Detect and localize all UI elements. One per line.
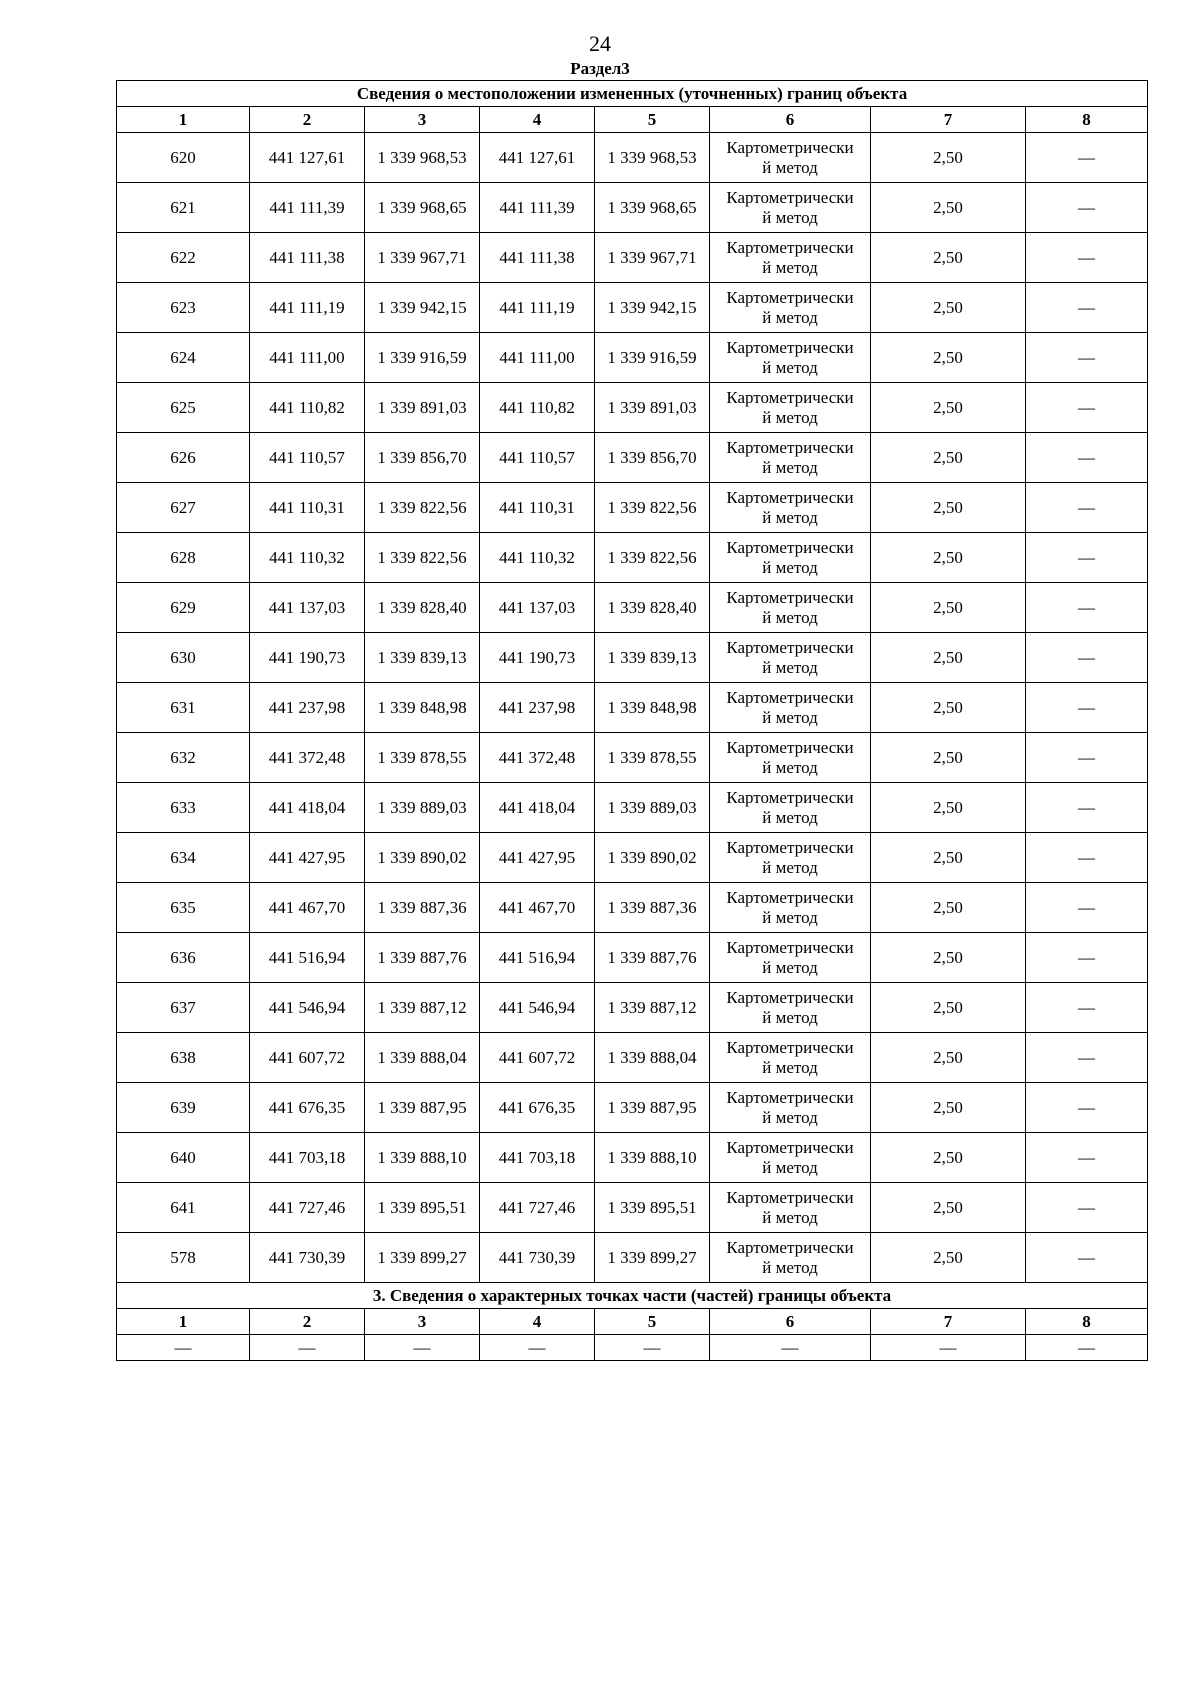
table-cell-col5: —	[595, 1335, 710, 1361]
table-cell-col3: 1 339 878,55	[365, 733, 480, 783]
table-cell-col8: —	[1026, 683, 1148, 733]
table-row	[117, 1183, 1148, 1233]
table2-title: 3. Сведения о характерных точках части (частей) границы объекта	[117, 1283, 1148, 1309]
table-cell-col6: Картометрически й метод	[710, 333, 871, 383]
table-cell-col1: 633	[117, 783, 250, 833]
table-row	[117, 233, 1148, 283]
table-cell-col5: 1 339 889,03	[595, 783, 710, 833]
table-cell-col2: 441 110,82	[250, 383, 365, 433]
table-cell-col4: 441 372,48	[480, 733, 595, 783]
table-cell-col3: 1 339 828,40	[365, 583, 480, 633]
table-cell-col5: 1 339 839,13	[595, 633, 710, 683]
table-cell-col7: 2,50	[871, 1033, 1026, 1083]
table-cell-col4: 441 190,73	[480, 633, 595, 683]
table-cell-col5: 1 339 967,71	[595, 233, 710, 283]
table-cell-col5: 1 339 891,03	[595, 383, 710, 433]
table-cell-col7: 2,50	[871, 983, 1026, 1033]
table-cell-col1: 639	[117, 1083, 250, 1133]
table2-column-number: 4	[480, 1309, 595, 1335]
table-cell-col8: —	[1026, 783, 1148, 833]
table-cell-col8: —	[1026, 283, 1148, 333]
table-cell-col7: 2,50	[871, 283, 1026, 333]
table-row	[117, 583, 1148, 633]
table-cell-col2: 441 546,94	[250, 983, 365, 1033]
table2-column-number: 2	[250, 1309, 365, 1335]
table-cell-col1: 641	[117, 1183, 250, 1233]
table-cell-col7: 2,50	[871, 183, 1026, 233]
table-cell-col5: 1 339 887,12	[595, 983, 710, 1033]
table-cell-col5: 1 339 856,70	[595, 433, 710, 483]
table-cell-col2: 441 111,00	[250, 333, 365, 383]
table-row	[117, 1133, 1148, 1183]
table1-column-number: 7	[871, 107, 1026, 133]
table-body	[117, 81, 1148, 1361]
table-cell-col4: 441 110,31	[480, 483, 595, 533]
table-row	[117, 933, 1148, 983]
table-cell-col4: 441 111,38	[480, 233, 595, 283]
table-cell-col4: 441 676,35	[480, 1083, 595, 1133]
boundary-table	[116, 80, 1148, 1361]
table-cell-col8: —	[1026, 1083, 1148, 1133]
table-cell-col8: —	[1026, 1233, 1148, 1283]
table1-column-number: 3	[365, 107, 480, 133]
table-cell-col3: 1 339 887,76	[365, 933, 480, 983]
table-cell-col4: 441 111,39	[480, 183, 595, 233]
table-cell-col7: 2,50	[871, 483, 1026, 533]
table-cell-col7: 2,50	[871, 1233, 1026, 1283]
table-cell-col8: —	[1026, 833, 1148, 883]
page-number: 24	[589, 31, 611, 56]
table-cell-col3: 1 339 888,10	[365, 1133, 480, 1183]
table-cell-col5: 1 339 888,04	[595, 1033, 710, 1083]
table-cell-col2: 441 111,38	[250, 233, 365, 283]
table-cell-col3: 1 339 887,36	[365, 883, 480, 933]
table-cell-col4: 441 127,61	[480, 133, 595, 183]
table-row	[117, 783, 1148, 833]
table-cell-col4: 441 467,70	[480, 883, 595, 933]
table-cell-col3: 1 339 968,53	[365, 133, 480, 183]
table1-column-number: 1	[117, 107, 250, 133]
table-cell-col6: Картометрически й метод	[710, 1183, 871, 1233]
table-cell-col7: 2,50	[871, 683, 1026, 733]
table-cell-col3: 1 339 967,71	[365, 233, 480, 283]
table-cell-col6: Картометрически й метод	[710, 583, 871, 633]
table-cell-col6: Картометрически й метод	[710, 133, 871, 183]
table-row	[117, 183, 1148, 233]
table-cell-col1: 620	[117, 133, 250, 183]
table-cell-col4: 441 111,00	[480, 333, 595, 383]
table-cell-col1: 630	[117, 633, 250, 683]
table-cell-col8: —	[1026, 883, 1148, 933]
table-row	[117, 383, 1148, 433]
table-cell-col2: 441 127,61	[250, 133, 365, 183]
table-cell-col1: 621	[117, 183, 250, 233]
table-cell-col8: —	[1026, 983, 1148, 1033]
table-cell-col7: 2,50	[871, 233, 1026, 283]
table-cell-col7: —	[871, 1335, 1026, 1361]
table-cell-col3: 1 339 822,56	[365, 483, 480, 533]
table-cell-col2: 441 607,72	[250, 1033, 365, 1083]
table-cell-col5: 1 339 887,36	[595, 883, 710, 933]
table-cell-col8: —	[1026, 233, 1148, 283]
table-cell-col6: Картометрически й метод	[710, 933, 871, 983]
table-cell-col2: 441 110,57	[250, 433, 365, 483]
table1-title: Сведения о местоположении измененных (уточненных) границ объекта	[117, 81, 1148, 107]
table-row	[117, 633, 1148, 683]
table-row	[117, 283, 1148, 333]
table-cell-col1: 628	[117, 533, 250, 583]
table-cell-col3: 1 339 942,15	[365, 283, 480, 333]
table-cell-col5: 1 339 942,15	[595, 283, 710, 333]
table-cell-col8: —	[1026, 183, 1148, 233]
table-cell-col5: 1 339 895,51	[595, 1183, 710, 1233]
table-cell-col2: —	[250, 1335, 365, 1361]
table-cell-col2: 441 727,46	[250, 1183, 365, 1233]
table-cell-col8: —	[1026, 433, 1148, 483]
table-cell-col7: 2,50	[871, 533, 1026, 583]
table1-column-numbers	[117, 107, 1148, 133]
table-row	[117, 683, 1148, 733]
table-cell-col6: Картометрически й метод	[710, 683, 871, 733]
table-cell-col3: 1 339 899,27	[365, 1233, 480, 1283]
table-row	[117, 883, 1148, 933]
table-cell-col7: 2,50	[871, 383, 1026, 433]
table-row	[117, 983, 1148, 1033]
table-cell-col2: 441 372,48	[250, 733, 365, 783]
table1-column-number: 8	[1026, 107, 1148, 133]
table-cell-col7: 2,50	[871, 1183, 1026, 1233]
table-cell-col5: 1 339 848,98	[595, 683, 710, 733]
table-row	[117, 1233, 1148, 1283]
table-cell-col7: 2,50	[871, 933, 1026, 983]
table2-column-number: 5	[595, 1309, 710, 1335]
table-cell-col7: 2,50	[871, 333, 1026, 383]
table-cell-col8: —	[1026, 483, 1148, 533]
table-cell-col7: 2,50	[871, 1083, 1026, 1133]
table-cell-col6: Картометрически й метод	[710, 1133, 871, 1183]
table2-column-numbers	[117, 1309, 1148, 1335]
table-cell-col1: 624	[117, 333, 250, 383]
table1-title-row	[117, 81, 1148, 107]
table-cell-col1: 640	[117, 1133, 250, 1183]
table-cell-col7: 2,50	[871, 883, 1026, 933]
table-cell-col1: 635	[117, 883, 250, 933]
table-row	[117, 1083, 1148, 1133]
table-cell-col3: 1 339 887,95	[365, 1083, 480, 1133]
table-cell-col8: —	[1026, 1133, 1148, 1183]
table-cell-col4: 441 137,03	[480, 583, 595, 633]
table-cell-col5: 1 339 890,02	[595, 833, 710, 883]
table-cell-col6: Картометрически й метод	[710, 283, 871, 333]
table-cell-col1: 634	[117, 833, 250, 883]
table-cell-col8: —	[1026, 933, 1148, 983]
table-cell-col4: 441 418,04	[480, 783, 595, 833]
table-cell-col3: 1 339 890,02	[365, 833, 480, 883]
table-row	[117, 433, 1148, 483]
table2-column-number: 7	[871, 1309, 1026, 1335]
section-label: Раздел3	[570, 59, 630, 78]
table-cell-col5: 1 339 878,55	[595, 733, 710, 783]
table-cell-col5: 1 339 888,10	[595, 1133, 710, 1183]
table-cell-col8: —	[1026, 1183, 1148, 1233]
table1-column-number: 6	[710, 107, 871, 133]
table-cell-col4: —	[480, 1335, 595, 1361]
table-cell-col4: 441 110,57	[480, 433, 595, 483]
table-cell-col4: 441 607,72	[480, 1033, 595, 1083]
table-cell-col3: 1 339 895,51	[365, 1183, 480, 1233]
table-cell-col6: Картометрически й метод	[710, 1033, 871, 1083]
table-cell-col6: Картометрически й метод	[710, 483, 871, 533]
table1-column-number: 5	[595, 107, 710, 133]
table-cell-col4: 441 727,46	[480, 1183, 595, 1233]
table-cell-col5: 1 339 828,40	[595, 583, 710, 633]
table2-column-number: 8	[1026, 1309, 1148, 1335]
table-cell-col6: Картометрически й метод	[710, 183, 871, 233]
table-row	[117, 333, 1148, 383]
table-cell-col6: Картометрически й метод	[710, 883, 871, 933]
table-cell-col7: 2,50	[871, 583, 1026, 633]
table-cell-col3: 1 339 889,03	[365, 783, 480, 833]
table-cell-col2: 441 190,73	[250, 633, 365, 683]
table-cell-col2: 441 111,39	[250, 183, 365, 233]
table-cell-col5: 1 339 968,65	[595, 183, 710, 233]
table-cell-col8: —	[1026, 383, 1148, 433]
table-cell-col1: 631	[117, 683, 250, 733]
table-cell-col8: —	[1026, 633, 1148, 683]
table-cell-col3: 1 339 891,03	[365, 383, 480, 433]
table-cell-col2: 441 467,70	[250, 883, 365, 933]
table-cell-col1: 638	[117, 1033, 250, 1083]
table-cell-col4: 441 730,39	[480, 1233, 595, 1283]
table-row	[117, 833, 1148, 883]
table-cell-col4: 441 237,98	[480, 683, 595, 733]
table-row	[117, 1335, 1148, 1361]
table-cell-col3: 1 339 968,65	[365, 183, 480, 233]
table-cell-col3: 1 339 839,13	[365, 633, 480, 683]
table-cell-col6: —	[710, 1335, 871, 1361]
table-cell-col1: 627	[117, 483, 250, 533]
table-cell-col2: 441 427,95	[250, 833, 365, 883]
table-cell-col5: 1 339 916,59	[595, 333, 710, 383]
table-cell-col4: 441 110,82	[480, 383, 595, 433]
table-cell-col8: —	[1026, 1335, 1148, 1361]
table-cell-col1: 623	[117, 283, 250, 333]
table-cell-col6: Картометрически й метод	[710, 533, 871, 583]
table-cell-col5: 1 339 968,53	[595, 133, 710, 183]
table-cell-col7: 2,50	[871, 733, 1026, 783]
table-cell-col6: Картометрически й метод	[710, 1083, 871, 1133]
table-cell-col6: Картометрически й метод	[710, 783, 871, 833]
table-cell-col2: 441 418,04	[250, 783, 365, 833]
table-row	[117, 133, 1148, 183]
table-cell-col1: 622	[117, 233, 250, 283]
table-cell-col1: 629	[117, 583, 250, 633]
table-cell-col6: Картометрически й метод	[710, 233, 871, 283]
table-cell-col6: Картометрически й метод	[710, 1233, 871, 1283]
table-cell-col8: —	[1026, 533, 1148, 583]
table-cell-col8: —	[1026, 333, 1148, 383]
table-cell-col7: 2,50	[871, 783, 1026, 833]
table-cell-col6: Картометрически й метод	[710, 633, 871, 683]
table-cell-col6: Картометрически й метод	[710, 733, 871, 783]
table-cell-col5: 1 339 887,95	[595, 1083, 710, 1133]
table-row	[117, 733, 1148, 783]
table-cell-col7: 2,50	[871, 633, 1026, 683]
table-row	[117, 533, 1148, 583]
table-cell-col4: 441 546,94	[480, 983, 595, 1033]
table-cell-col5: 1 339 822,56	[595, 483, 710, 533]
table-cell-col6: Картометрически й метод	[710, 433, 871, 483]
table-cell-col2: 441 703,18	[250, 1133, 365, 1183]
table-cell-col5: 1 339 887,76	[595, 933, 710, 983]
table-cell-col2: 441 137,03	[250, 583, 365, 633]
table1-column-number: 4	[480, 107, 595, 133]
table-cell-col7: 2,50	[871, 433, 1026, 483]
table-cell-col1: 632	[117, 733, 250, 783]
table-cell-col2: 441 516,94	[250, 933, 365, 983]
table-cell-col2: 441 237,98	[250, 683, 365, 733]
table-cell-col3: 1 339 888,04	[365, 1033, 480, 1083]
table-cell-col2: 441 730,39	[250, 1233, 365, 1283]
table-cell-col4: 441 110,32	[480, 533, 595, 583]
table-row	[117, 1033, 1148, 1083]
table-cell-col1: 626	[117, 433, 250, 483]
table-cell-col2: 441 676,35	[250, 1083, 365, 1133]
table-cell-col3: 1 339 848,98	[365, 683, 480, 733]
table-cell-col8: —	[1026, 133, 1148, 183]
table2-title-row	[117, 1283, 1148, 1309]
table-cell-col4: 441 703,18	[480, 1133, 595, 1183]
table-row	[117, 483, 1148, 533]
table2-column-number: 3	[365, 1309, 480, 1335]
table1-column-number: 2	[250, 107, 365, 133]
table-cell-col8: —	[1026, 733, 1148, 783]
table-cell-col1: 636	[117, 933, 250, 983]
table-cell-col6: Картометрически й метод	[710, 833, 871, 883]
table-cell-col3: 1 339 887,12	[365, 983, 480, 1033]
table-cell-col6: Картометрически й метод	[710, 383, 871, 433]
table-cell-col4: 441 111,19	[480, 283, 595, 333]
table-cell-col8: —	[1026, 1033, 1148, 1083]
table-cell-col4: 441 427,95	[480, 833, 595, 883]
table2-column-number: 6	[710, 1309, 871, 1335]
table-cell-col6: Картометрически й метод	[710, 983, 871, 1033]
table-cell-col2: 441 110,31	[250, 483, 365, 533]
table-cell-col8: —	[1026, 583, 1148, 633]
table-cell-col1: 637	[117, 983, 250, 1033]
table2-column-number: 1	[117, 1309, 250, 1335]
table-cell-col3: 1 339 856,70	[365, 433, 480, 483]
table-cell-col7: 2,50	[871, 133, 1026, 183]
table-cell-col2: 441 111,19	[250, 283, 365, 333]
table-cell-col3: —	[365, 1335, 480, 1361]
table-cell-col3: 1 339 822,56	[365, 533, 480, 583]
table-cell-col1: —	[117, 1335, 250, 1361]
table-cell-col1: 578	[117, 1233, 250, 1283]
table-cell-col3: 1 339 916,59	[365, 333, 480, 383]
table-cell-col1: 625	[117, 383, 250, 433]
table-cell-col4: 441 516,94	[480, 933, 595, 983]
table-cell-col7: 2,50	[871, 1133, 1026, 1183]
table-cell-col2: 441 110,32	[250, 533, 365, 583]
table-cell-col7: 2,50	[871, 833, 1026, 883]
table-cell-col5: 1 339 899,27	[595, 1233, 710, 1283]
table-cell-col5: 1 339 822,56	[595, 533, 710, 583]
